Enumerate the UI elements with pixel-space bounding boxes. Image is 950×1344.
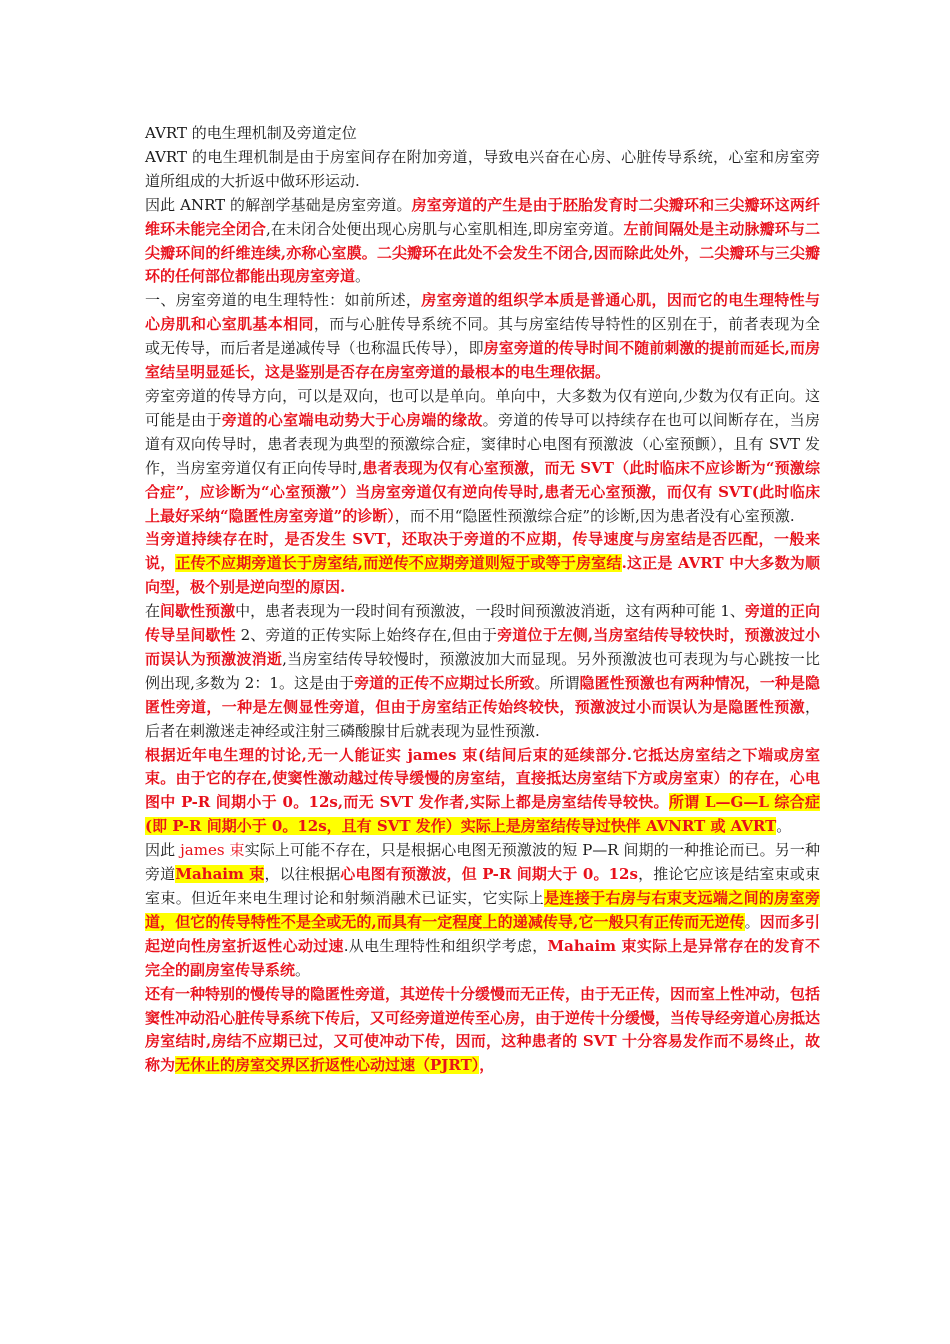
text-run: ，推论它应该是结室束或束室束。但近年来电生理讨论和射频消融术已证实，它实际上 <box>145 865 820 907</box>
paragraph-svt-conditions <box>145 528 820 600</box>
paragraph-conduction-direction <box>145 385 820 528</box>
document-body <box>145 122 820 1078</box>
text-run: 旁道的正向传导呈间歇性 <box>145 602 820 645</box>
text-run: ,在未闭合处便出现心房肌与心室肌相连,即房室旁道。 <box>265 219 624 238</box>
text-run: ，以往根据 <box>264 865 341 884</box>
document-title: AVRT 的电生理机制及旁道定位 <box>145 124 357 142</box>
text-run: ，而与心脏传导系统不同。其与房室结传导特性的区别在于，前者表现为全或无传导，而后者是递减传导（也称温氏传导），即 <box>145 315 820 358</box>
text-run: 左前间隔处是主动脉瓣环与二尖瓣环间的纤维连续,亦称心室膜。二尖瓣环在此处不会发生不闭合,因而除此处外，二尖瓣环与三尖瓣环的任何部位都能出现房室旁道 <box>145 219 820 286</box>
text-run: 在 <box>145 602 161 621</box>
text-run: 房室旁道的组织学本质是普通心肌，因而它的电生理特性与心房肌和心室肌基本相同 <box>145 291 820 334</box>
text-run: 。 <box>744 912 760 931</box>
text-run: ，而不用“隐匿性预激综合症”的诊断,因为患者没有心室预激. <box>394 506 795 525</box>
text-run: .这正是 AVRT 中大多数为顺向型，极个别是逆向型的原因. <box>145 554 820 597</box>
text-run: 实际上可能不存在，只是根据心电图无预激波的短 P—R 间期的一种推论而已。另一种旁道 <box>145 841 820 884</box>
text-run: 旁道的心室端电动势大于心房端的缘故 <box>221 410 483 429</box>
text-run: 因而多引起逆向性房室折返性心动过速 <box>145 912 820 955</box>
text-run: james 束 <box>180 841 245 860</box>
text-run: Mahaim 束实际上是异常存在的发育不完全的副房室传导系统 <box>145 936 820 979</box>
paragraph-james-bundle <box>145 744 820 840</box>
text-run: 心电图有预激波，但 P-R 间期大于 0。12s <box>340 865 638 884</box>
text-run: 一、房室旁道的电生理特性：如前所述， <box>145 291 422 310</box>
paragraph-pjrt <box>145 983 820 1079</box>
text-run: 正传不应期旁道长于房室结,而逆传不应期旁道则短于或等于房室结 <box>175 554 622 573</box>
text-run: 房室旁道的产生是由于胚胎发育时二尖瓣环和三尖瓣环这两纤维环未能完全闭合 <box>145 195 820 238</box>
text-run: .从电生理特性和组织学考虑， <box>343 936 548 955</box>
text-run: 旁道位于左侧,当房室结传导较快时，预激波过小而误认为预激波消逝 <box>145 626 820 668</box>
text-run: 根据近年电生理的讨论,无一人能证实 james 束(结间后束的延续部分.它抵达房室结之下端或房室束。由于它的存在,使窦性激动越过传导缓慢的房室结，直接抵达房室结下方或房室束）的存在，心电图中 P-R 间期小于 0。12s,而无 SVT 发作者,实际上都是房室结传导较快。 <box>145 745 820 812</box>
text-run: 是连接于右房与右束支远端之间的房室旁道，但它的传导特性不是全或无的,而具有一定程度上的递减传导,它一般只有正传而无逆传 <box>145 889 820 931</box>
text-run: 患者表现为仅有心室预激，而无 SVT（此时临床不应诊断为“预激综合症”，应诊断为“心室预激”）当房室旁道仅有逆向传导时,患者无心室预激，而仅有 SVT(此时临床上最好采纳“隐匿性房室旁道”的诊断） <box>145 458 820 525</box>
text-run: 隐匿性预激也有两种情况，一种是隐匿性旁道，一种是左侧显性旁道，但由于房室结正传始终较快，预激波过小而误认为是隐匿性预激 <box>145 673 820 716</box>
text-run: ，后者在刺激迷走神经或注射三磷酸腺甘后就表现为显性预激. <box>145 697 820 740</box>
text-run: 。旁道的传导可以持续存在也可以间断存在，当房道有双向传导时，患者表现为典型的预激综合症，窦律时心电图有预激波（心室预颤），且有 SVT 发作，当房室旁道仅有正向传导时, <box>145 410 820 477</box>
text-run: 房室旁道的传导时间不随前刺激的提前而延长,而房室结呈明显延长，这是鉴别是否存在房室旁道的最根本的电生理依据。 <box>145 339 820 382</box>
paragraph-mahaim-bundle <box>145 839 820 982</box>
paragraph-intermittent-preexcitation <box>145 600 820 743</box>
text-run: 因此 <box>145 841 181 860</box>
text-run: 。 <box>776 817 792 836</box>
text-run: 当旁道持续存在时，是否发生 SVT，还取决于旁道的不应期，传导速度与房室结是否匹配，一般来说， <box>145 530 820 573</box>
text-run: 。 <box>355 267 371 286</box>
text-run: 中，患者表现为一段时间有预激波，一段时间预激波消逝，这有两种可能 1、 <box>235 602 745 621</box>
text-run: ， <box>479 1056 495 1075</box>
text-run: 旁道的正传不应期过长所致 <box>354 673 535 692</box>
paragraph-mechanism: AVRT 的电生理机制是由于房室间存在附加旁道，导致电兴奋在心房、心脏传导系统，心室和房室旁道所组成的大折返中做环形运动. <box>145 147 820 190</box>
text-run: 所谓 L—G—L 综合症(即 P-R 间期小于 0。12s，且有 SVT 发作）实际上是房室结传导过快伴 AVNRT 或 AVRT <box>145 793 820 836</box>
text-run: 还有一种特别的慢传导的隐匿性旁道，其逆传十分缓慢而无正传，由于无正传，因而室上性冲动，包括窦性冲动沿心脏传导系统下传后，又可经旁道逆传至心房，由于逆传十分缓慢，当传导经旁道心房抵达房室结时,房结不应期已过，又可使冲动下传，因而，这种患者的 SVT 十分容易发作而不易终止，故称为 <box>145 984 821 1075</box>
text-run: 。所谓 <box>534 673 580 692</box>
text-run: Mahaim 束 <box>175 865 265 884</box>
text-run: 因此 ANRT 的解剖学基础是房室旁道。 <box>145 195 412 214</box>
text-run: 2、旁道的正传实际上始终存在,但由于 <box>235 626 498 645</box>
text-run: 无休止的房室交界区折返性心动过速（PJRT） <box>175 1056 480 1075</box>
text-run: 旁室旁道的传导方向，可以是双向，也可以是单向。单向中，大多数为仅有逆向,少数为仅有正向。这可能是由于 <box>145 386 820 429</box>
paragraph-anatomy <box>145 194 820 290</box>
paragraph-electrophysiology <box>145 289 820 385</box>
text-run: ,当房室结传导较慢时，预激波加大而显现。另外预激波也可表现为与心跳按一比例出现,多数为 2：1。这是由于 <box>145 649 820 692</box>
text-run: 间歇性预激 <box>160 602 236 621</box>
text-run: 。 <box>295 960 311 979</box>
